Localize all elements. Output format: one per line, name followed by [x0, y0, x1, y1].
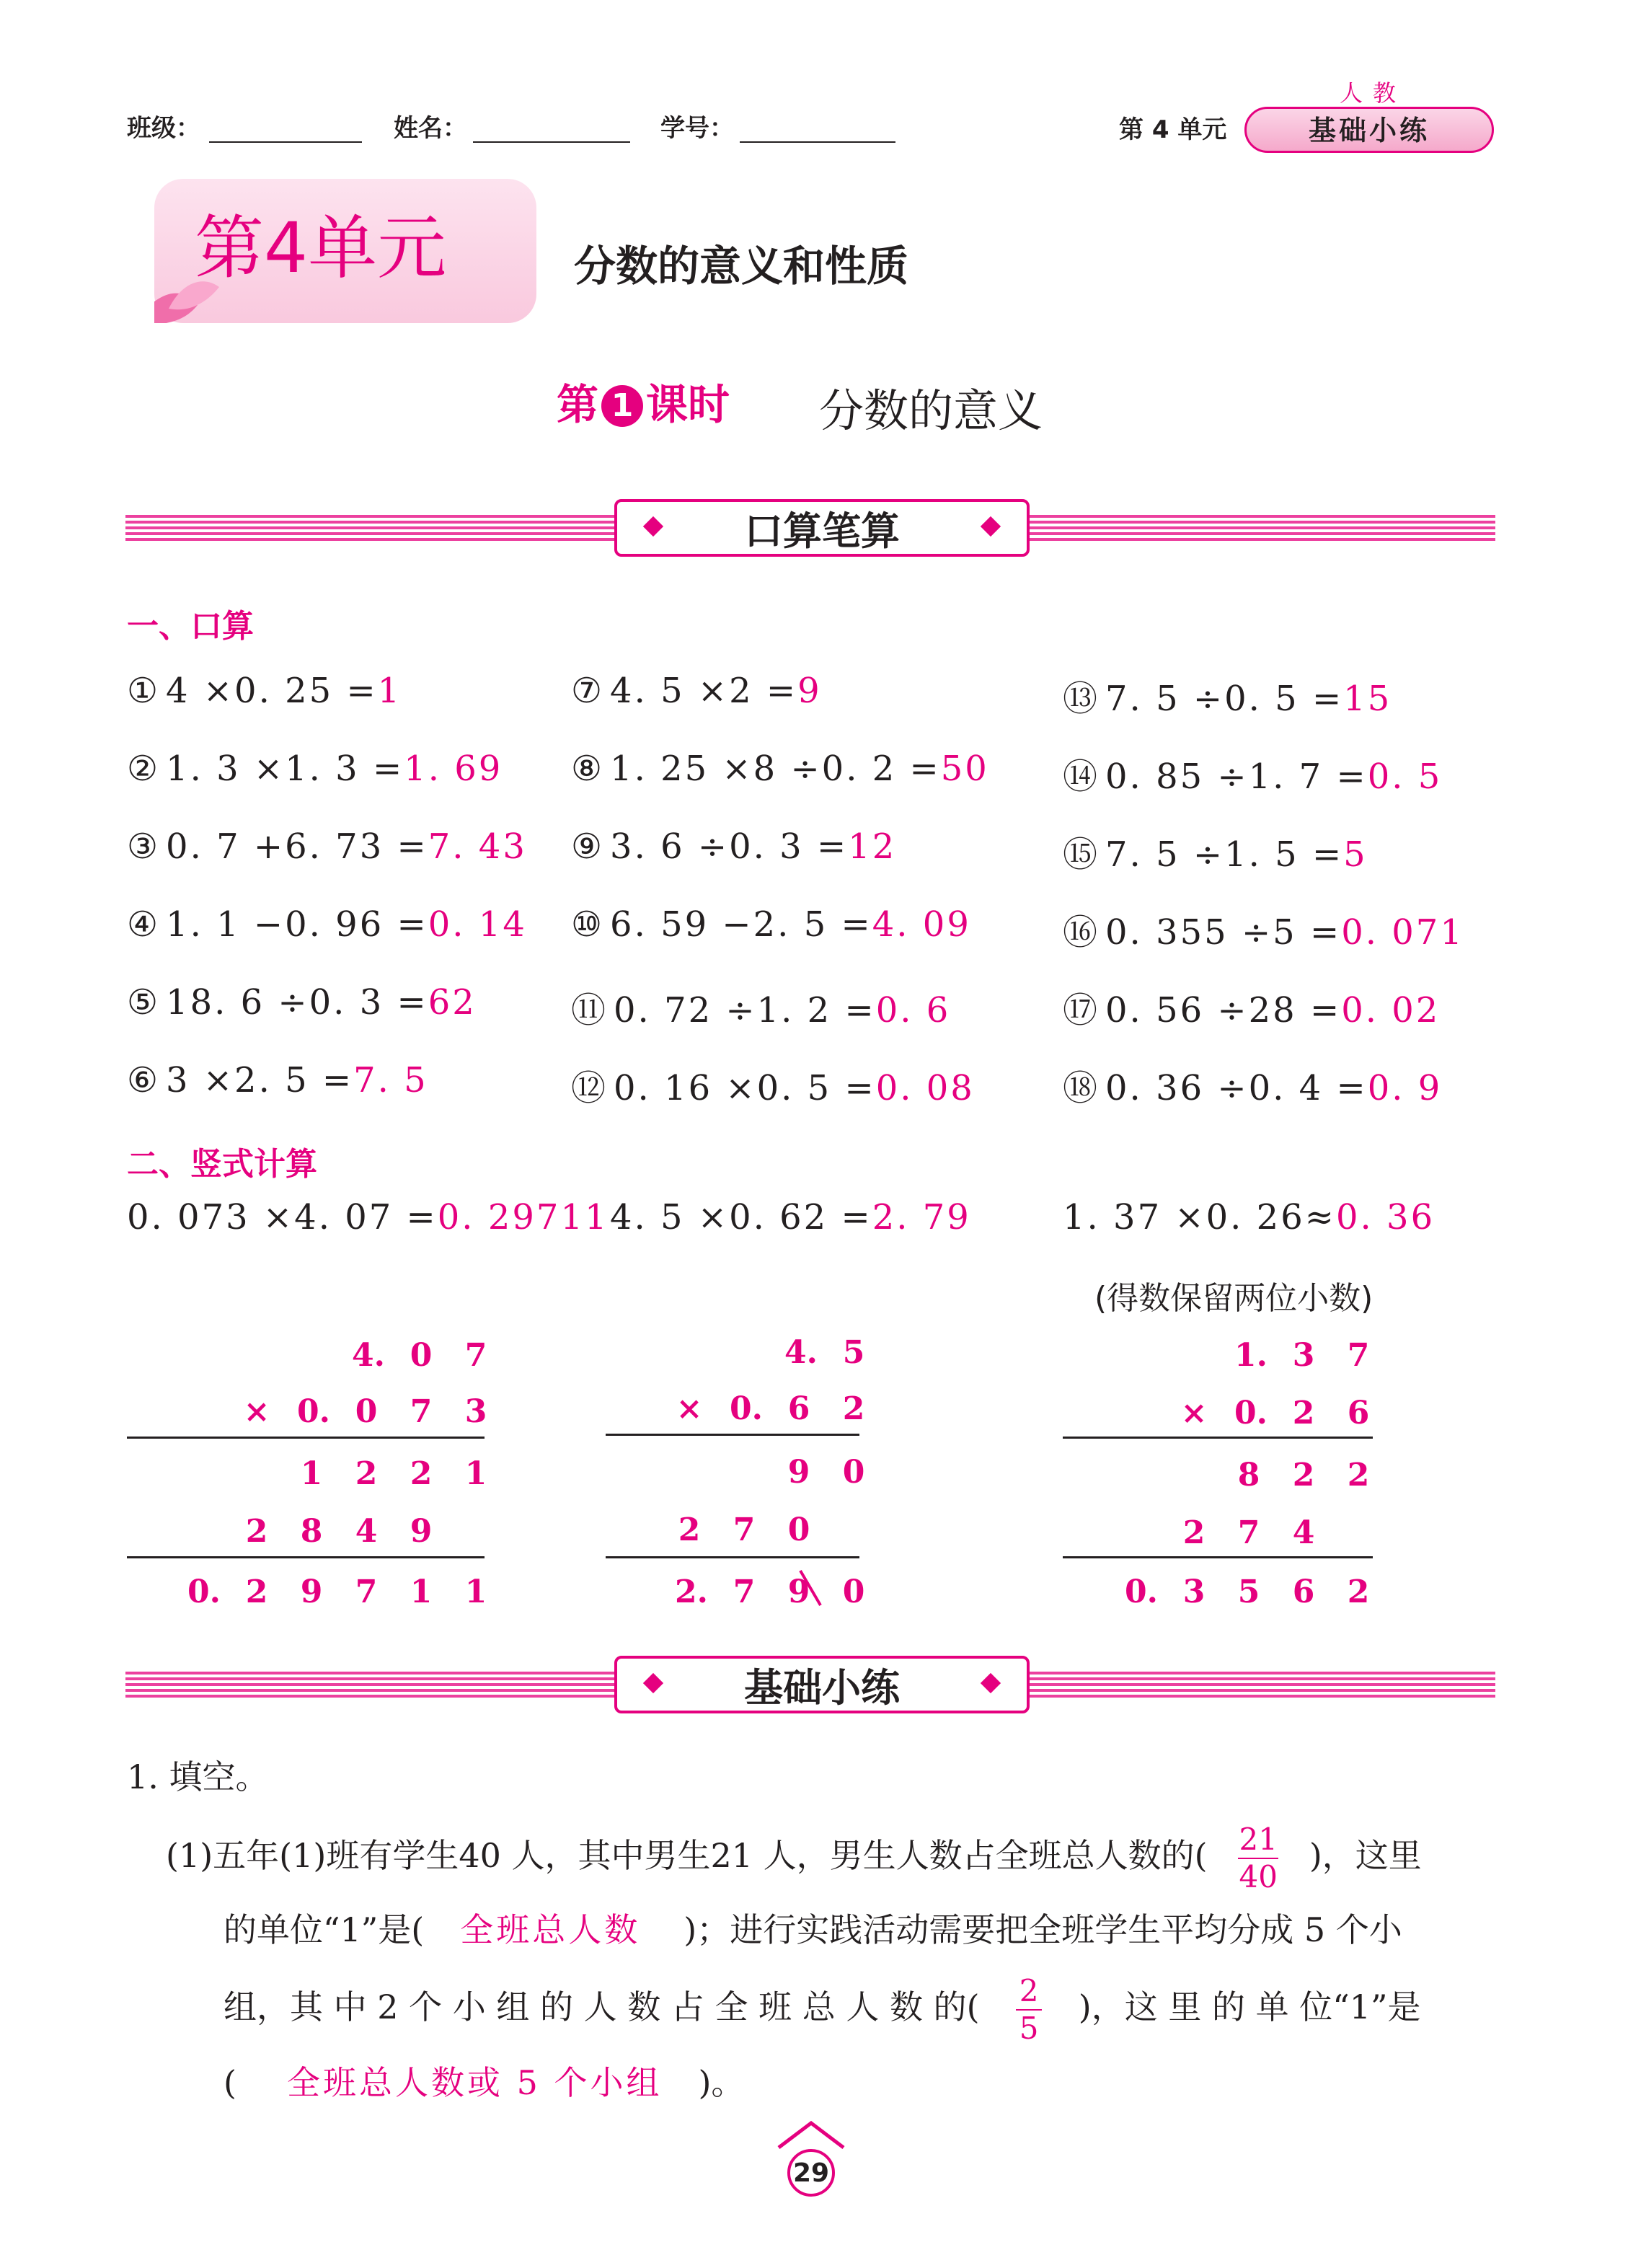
item-answer: 9: [797, 671, 822, 711]
item-question: 0. 16 ×0. 5 =: [614, 1068, 876, 1108]
digit: 9: [787, 1454, 810, 1491]
fraction-numerator: 21: [1239, 1822, 1278, 1857]
item-answer: 1: [377, 671, 402, 711]
digit: 9: [410, 1513, 433, 1550]
item-number: ⑪: [571, 990, 609, 1031]
fraction-answer: [1238, 1824, 1278, 1892]
digit: 2: [1292, 1457, 1315, 1493]
oral-item: [1063, 671, 1392, 720]
question-1-line-3: [224, 1973, 1421, 2046]
item-question: 7. 5 ÷1. 5 =: [1105, 834, 1344, 875]
digit: 2: [410, 1455, 433, 1492]
digit: 0.: [1125, 1574, 1158, 1610]
oral-item: [127, 749, 503, 789]
oral-item: [571, 671, 822, 711]
fraction-denominator: 40: [1239, 1859, 1278, 1894]
item-number: ⑥: [127, 1060, 161, 1100]
digit: 9: [787, 1574, 810, 1610]
digit: 2: [842, 1390, 865, 1427]
item-answer: 7. 43: [428, 826, 527, 867]
student-id-field[interactable]: [740, 141, 895, 143]
item-question: 0. 85 ÷1. 7 =: [1105, 756, 1368, 797]
oral-item: [127, 671, 402, 711]
digit: 5: [842, 1334, 865, 1371]
oral-item: [1063, 982, 1440, 1032]
item-answer: 12: [848, 826, 897, 867]
calc-rule-line: [127, 1437, 485, 1439]
oral-item: [571, 1060, 975, 1110]
digit: 3: [1292, 1337, 1315, 1374]
unit-tag: 第 4 单元: [1119, 115, 1227, 144]
digit: 0.: [187, 1574, 221, 1610]
section-banner-basic: [614, 1656, 1030, 1713]
digit: 7: [733, 1574, 756, 1610]
section-title: 基础小练: [744, 1664, 900, 1711]
item-question: 4 ×0. 25 =: [166, 671, 378, 711]
times-sign: ×: [1180, 1395, 1208, 1431]
class-field[interactable]: [209, 141, 362, 143]
times-sign: ×: [676, 1390, 703, 1427]
calc-rule-line: [1063, 1437, 1373, 1439]
item-question: 18. 6 ÷0. 3 =: [166, 982, 428, 1023]
digit: 0: [410, 1337, 433, 1374]
item-answer: 0. 6: [875, 990, 951, 1031]
times-sign: ×: [243, 1393, 270, 1430]
digit: 7: [1347, 1337, 1370, 1374]
item-answer: 0. 02: [1341, 990, 1441, 1031]
digit: 2: [245, 1574, 268, 1610]
oral-item: [1063, 1060, 1442, 1110]
item-number: ①: [127, 671, 161, 711]
line-text: )，这 里 的 单 位“1”是: [1078, 1987, 1421, 2026]
digit: 4.: [784, 1334, 818, 1371]
fraction-numerator: 2: [1019, 1973, 1039, 2008]
digit: 1.: [1234, 1337, 1268, 1374]
item-question: 3 ×2. 5 =: [166, 1060, 354, 1100]
item-answer: 7. 5: [353, 1060, 428, 1100]
problem-question: 0. 073 ×4. 07 =: [127, 1197, 438, 1237]
diamond-icon: [643, 516, 663, 537]
lesson-number: 1: [611, 387, 634, 424]
line-text: )，这里: [1309, 1836, 1422, 1875]
item-number: ⑮: [1063, 834, 1100, 875]
fraction-answer: [1016, 1973, 1042, 2046]
lesson-prefix: 第: [557, 380, 599, 429]
item-question: 7. 5 ÷0. 5 =: [1105, 679, 1344, 719]
digit: 2: [245, 1513, 268, 1550]
question-1-line-2: [224, 1904, 1402, 1951]
digit: 2: [1347, 1574, 1370, 1610]
item-question: 1. 1 −0. 96 =: [166, 904, 428, 945]
vertical-problem-2: [610, 1197, 971, 1237]
item-answer: 0. 9: [1367, 1068, 1443, 1108]
item-question: 6. 59 −2. 5 =: [610, 904, 872, 945]
digit: 1: [410, 1574, 433, 1610]
item-question: 0. 72 ÷1. 2 =: [614, 990, 876, 1031]
item-number: ⑦: [571, 671, 605, 711]
name-field[interactable]: [473, 141, 630, 143]
oral-item: [127, 826, 527, 867]
digit: 3: [1182, 1574, 1205, 1610]
digit: 0.: [297, 1393, 330, 1430]
item-question: 0. 355 ÷5 =: [1105, 912, 1342, 953]
lesson-label: [557, 371, 730, 431]
oral-item: [571, 826, 896, 867]
calc-rule-line: [127, 1556, 485, 1558]
problem-answer: 0. 36: [1335, 1197, 1435, 1237]
item-question: 0. 7 +6. 73 =: [166, 826, 428, 867]
item-answer: 0. 071: [1341, 912, 1464, 953]
lesson-number-badge: [601, 385, 643, 427]
calc-rule-line: [606, 1434, 859, 1436]
line-text: )。: [698, 2063, 745, 2102]
item-answer: 5: [1343, 834, 1368, 875]
item-number: ⑯: [1063, 912, 1100, 953]
digit: 1: [464, 1574, 487, 1610]
line-text: (1)五年(1)班有学生40 人，其中男生21 人，男生人数占全班总人数的(: [166, 1836, 1208, 1875]
item-question: 3. 6 ÷0. 3 =: [610, 826, 849, 867]
digit: 7: [1237, 1514, 1260, 1551]
line-text: )；进行实践活动需要把全班学生平均分成 5 个小: [684, 1910, 1402, 1949]
question-1-heading: 1. 填空。: [127, 1757, 269, 1796]
item-question: 1. 25 ×8 ÷0. 2 =: [610, 749, 941, 789]
digit: 6: [1347, 1395, 1370, 1431]
calc-rule-line: [1063, 1556, 1373, 1558]
digit: 0.: [730, 1390, 763, 1427]
item-number: ⑤: [127, 982, 161, 1023]
item-question: 0. 36 ÷0. 4 =: [1105, 1068, 1368, 1108]
rounding-note: (得数保留两位小数): [1094, 1280, 1373, 1317]
digit: 0: [787, 1512, 810, 1548]
oral-item: [571, 749, 989, 789]
item-number: ⑩: [571, 904, 605, 945]
item-answer: 62: [428, 982, 477, 1023]
item-answer: 15: [1343, 679, 1392, 719]
oral-item: [571, 982, 950, 1032]
item-number: ⑨: [571, 826, 605, 867]
item-number: ⑰: [1063, 990, 1100, 1031]
problem-answer: 0. 29711: [437, 1197, 609, 1237]
oral-item: [127, 1060, 428, 1100]
digit: 2: [1182, 1514, 1205, 1551]
unit-subject: 分数的意义和性质: [574, 242, 909, 291]
item-number: ⑱: [1063, 1068, 1100, 1108]
oral-item: [127, 904, 527, 945]
line-text: 组，其 中 2 个 小 组 的 人 数 占 全 班 总 人 数 的(: [224, 1987, 980, 2026]
digit: 4.: [352, 1337, 385, 1374]
item-answer: 0. 14: [428, 904, 527, 945]
digit: 2.: [675, 1574, 708, 1610]
digit: 7: [355, 1574, 378, 1610]
oral-item: [1063, 826, 1368, 876]
item-number: ③: [127, 826, 161, 867]
item-number: ⑬: [1063, 679, 1100, 719]
line-text: 的单位“1”是(: [224, 1910, 425, 1949]
digit: 6: [787, 1390, 810, 1427]
oral-item: [1063, 749, 1442, 798]
question-1-line-1: [166, 1824, 1422, 1892]
item-number: ⑧: [571, 749, 605, 789]
digit: 0: [355, 1393, 378, 1430]
lesson-name: 分数的意义: [819, 384, 1043, 437]
digit: 4: [1292, 1514, 1315, 1551]
name-label: 姓名：: [394, 114, 467, 143]
diamond-icon: [981, 516, 1001, 537]
oral-item: [127, 982, 477, 1023]
digit: 2: [1347, 1457, 1370, 1493]
vertical-problem-1: [127, 1197, 609, 1237]
digit: 0.: [1234, 1395, 1268, 1431]
digit: 7: [733, 1512, 756, 1548]
diamond-icon: [643, 1673, 663, 1693]
digit: 8: [300, 1513, 323, 1550]
student-id-label: 学号：: [660, 114, 734, 143]
item-number: ⑭: [1063, 756, 1100, 797]
unit-title: 第4单元: [195, 208, 447, 288]
digit: 4: [355, 1513, 378, 1550]
digit: 2: [678, 1512, 701, 1548]
digit: 0: [842, 1454, 865, 1491]
house-roof-icon: [773, 2120, 849, 2149]
digit: 9: [300, 1574, 323, 1610]
question-1-line-4: [224, 2057, 744, 2104]
fraction-denominator: 5: [1019, 2011, 1039, 2046]
item-answer: 4. 09: [872, 904, 971, 945]
problem-question: 1. 37 ×0. 26≈: [1063, 1197, 1336, 1237]
digit: 0: [842, 1574, 865, 1610]
brand-name: 基础小练: [1308, 115, 1430, 146]
class-label: 班级：: [127, 114, 200, 143]
section-banner-mental: [614, 499, 1030, 557]
page-number: 29: [787, 2149, 835, 2197]
calc-rule-line: [606, 1556, 859, 1558]
answer-blank[interactable]: 全班总人数或 5 个小组: [286, 2063, 663, 2102]
diamond-icon: [981, 1673, 1001, 1693]
oral-item: [1063, 904, 1464, 954]
vertical-problem-3: [1063, 1197, 1435, 1237]
digit: 1: [300, 1455, 323, 1492]
item-number: ⑫: [571, 1068, 609, 1108]
item-question: 1. 3 ×1. 3 =: [166, 749, 404, 789]
vertical-heading: 二、竖式计算: [127, 1146, 317, 1183]
brand-publisher: 人教: [1340, 79, 1407, 107]
digit: 6: [1292, 1574, 1315, 1610]
oral-item: [571, 904, 971, 945]
digit: 2: [355, 1455, 378, 1492]
digit: 1: [464, 1455, 487, 1492]
digit: 8: [1237, 1457, 1260, 1493]
digit: 7: [464, 1337, 487, 1374]
digit: 5: [1237, 1574, 1260, 1610]
digit: 3: [464, 1393, 487, 1430]
problem-question: 4. 5 ×0. 62 =: [610, 1197, 872, 1237]
answer-blank[interactable]: 全班总人数: [460, 1910, 641, 1949]
line-text: (: [224, 2063, 236, 2102]
lesson-suffix: 课时: [646, 380, 730, 429]
item-number: ②: [127, 749, 161, 789]
item-question: 4. 5 ×2 =: [610, 671, 798, 711]
strike-mark-icon: [796, 1566, 825, 1610]
item-answer: 50: [940, 749, 989, 789]
digit: 7: [410, 1393, 433, 1430]
oral-heading: 一、口算: [127, 608, 254, 645]
item-question: 0. 56 ÷28 =: [1105, 990, 1342, 1031]
problem-answer: 2. 79: [872, 1197, 971, 1237]
section-title: 口算笔算: [744, 508, 900, 554]
item-answer: 0. 5: [1367, 756, 1443, 797]
digit: 2: [1292, 1395, 1315, 1431]
item-answer: 1. 69: [404, 749, 503, 789]
item-answer: 0. 08: [875, 1068, 975, 1108]
item-number: ④: [127, 904, 161, 945]
